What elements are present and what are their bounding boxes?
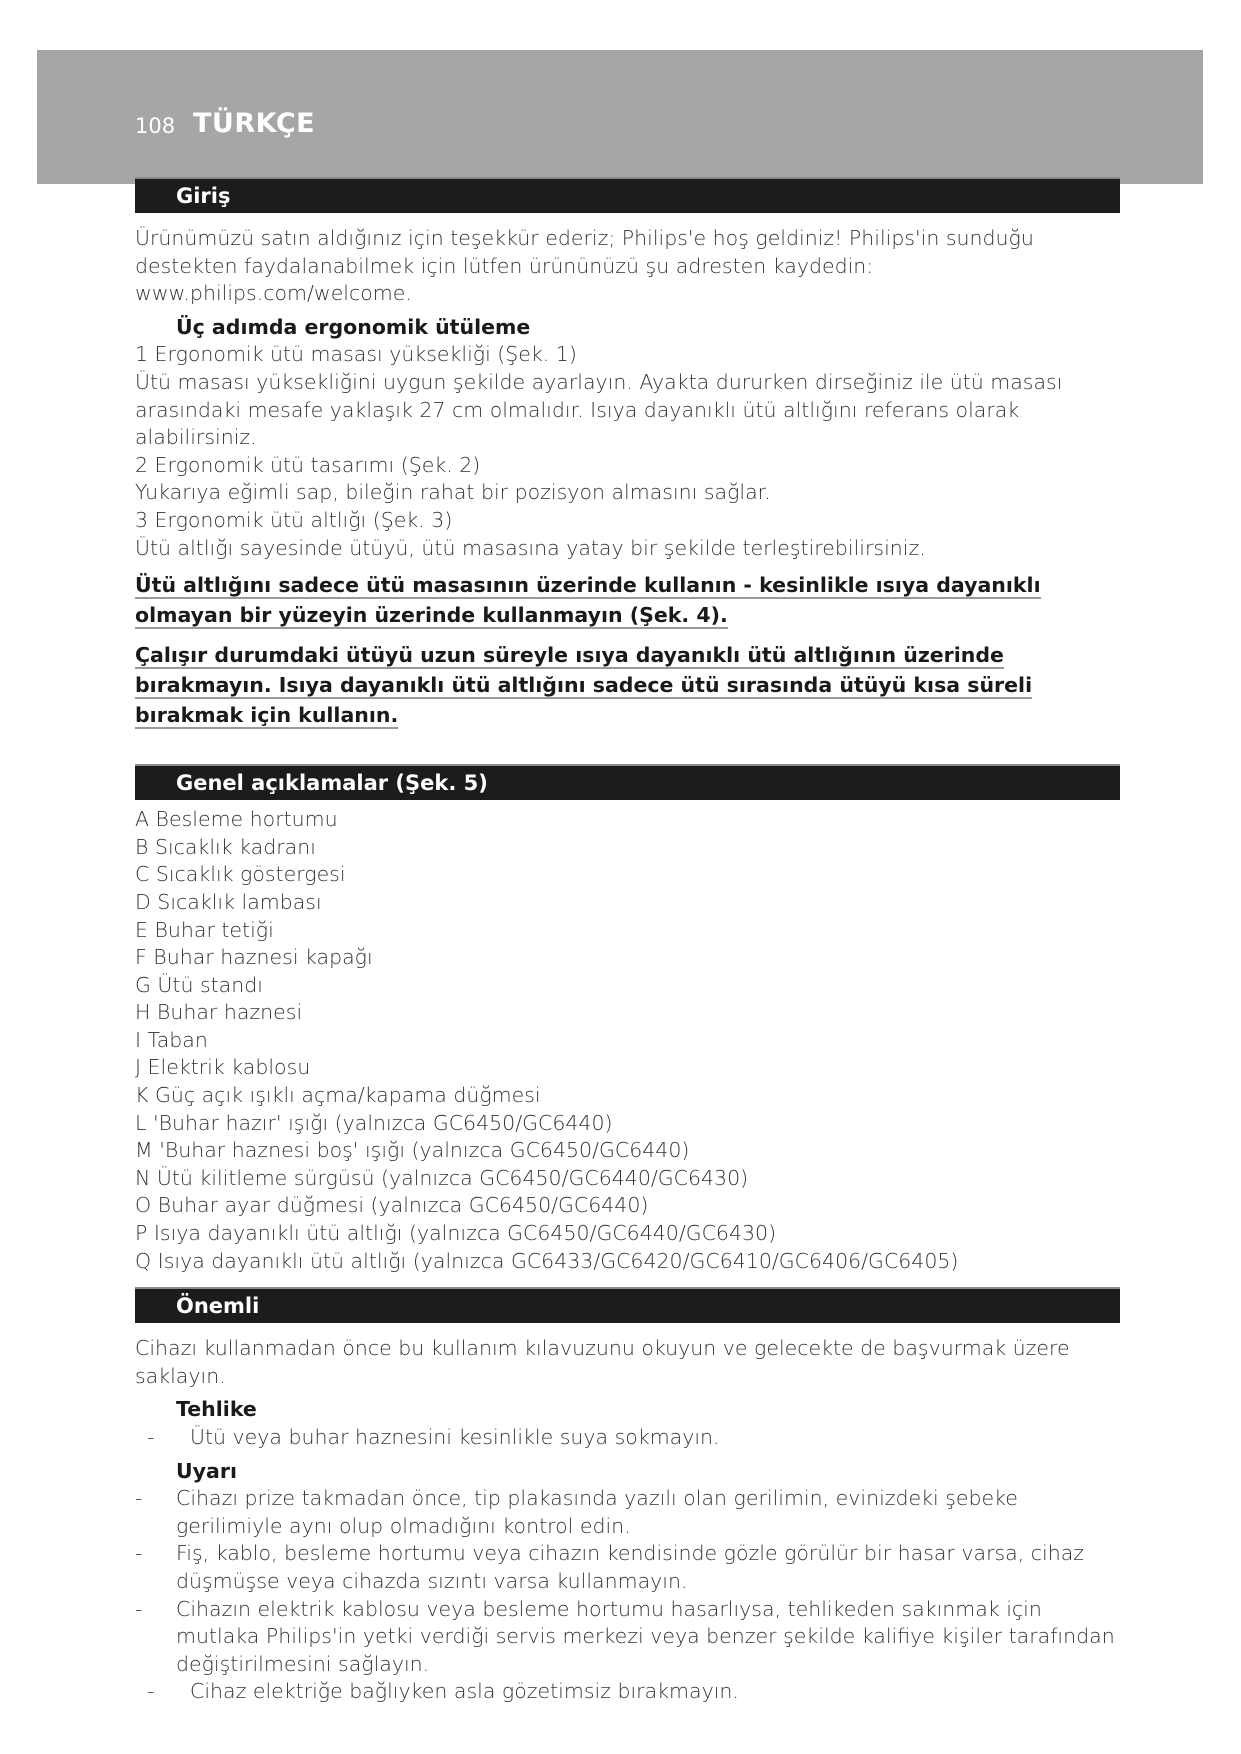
ergo-line: Yukarıya eğimli sap, bileğin rahat bir pozisyon almasını sağlar. — [135, 480, 771, 505]
parts-list — [135, 806, 1120, 1275]
warning-paragraph-1: Ütü altlığını sadece ütü masasının üzerinde kullanın - kesinlikle ısıya dayanıklı olmayan bir yüzeyin üzerinde kullanmayın (Şek. 4). — [135, 573, 1041, 628]
language-title: TÜRKÇE — [193, 108, 316, 139]
parts-list-item: J Elektrik kablosu — [135, 1055, 311, 1080]
parts-list-item: Q Isıya dayanıklı ütü altlığı (yalnızca GC6433/GC6420/GC6410/GC6406/GC6405) — [135, 1248, 959, 1273]
parts-list-item: G Ütü standı — [135, 972, 263, 997]
warning-heading: Uyarı — [176, 1458, 237, 1483]
section-heading-intro: Giriş — [135, 177, 1120, 213]
parts-list-item: L 'Buhar hazır' ışığı (yalnızca GC6450/GC6440) — [135, 1110, 613, 1135]
parts-list-item: E Buhar tetiği — [135, 917, 274, 942]
ergo-line: 3 Ergonomik ütü altlığı (Şek. 3) — [135, 507, 453, 532]
parts-list-item: O Buhar ayar düğmesi (yalnızca GC6450/GC6440) — [135, 1193, 649, 1218]
parts-list-item: P Isıya dayanıklı ütü altlığı (yalnızca GC6450/GC6440/GC6430) — [135, 1221, 777, 1246]
page-header — [37, 50, 1203, 184]
ergo-line: Ütü masası yüksekliğini uygun şekilde ayarlayın. Ayakta dururken dirseğiniz ile ütü masası arasındaki mesafe yaklaşık 27 cm olmalıdır. Isıya dayanıklı ütü altlığını referans olarak alabilirsiniz. — [135, 369, 1063, 450]
parts-list-item: K Güç açık ışıklı açma/kapama düğmesi — [135, 1083, 541, 1108]
intro-text: Ürünümüzü satın aldığınız için teşekkür ederiz; Philips'e hoş geldiniz! Philips'in sunduğu destekten faydalanabilmek için lütfen ürününüzü şu adresten kaydedin: www.philips.com/welcome. — [135, 226, 1034, 306]
parts-list-item: H Buhar haznesi — [135, 1000, 303, 1025]
parts-list-item: D Sıcaklık lambası — [135, 889, 322, 914]
warning-item: - Cihaz elektriğe bağlıyken asla gözetimsiz bırakmayın. — [147, 1679, 739, 1704]
parts-list-item: F Buhar haznesi kapağı — [135, 945, 373, 970]
ergo-line: 2 Ergonomik ütü tasarımı (Şek. 2) — [135, 452, 481, 477]
warning-item: - Fiş, kablo, besleme hortumu veya cihazın kendisinde gözle görülür bir hasar varsa, cihaz düşmüşse veya cihazda sızıntı varsa kullanmayın. — [135, 1541, 1085, 1593]
page-number: 108 — [135, 114, 176, 138]
parts-list-item: A Besleme hortumu — [135, 807, 338, 832]
ergo-line: Ütü altlığı sayesinde ütüyü, ütü masasına yatay bir şekilde terleştirebilirsiniz. — [135, 535, 926, 560]
ergo-line: 1 Ergonomik ütü masası yüksekliği (Şek. 1) — [135, 342, 577, 367]
ergonomic-heading: Üç adımda ergonomik ütüleme — [176, 314, 531, 339]
danger-heading: Tehlike — [176, 1397, 257, 1422]
important-intro: Cihazı kullanmadan önce bu kullanım kılavuzunu okuyun ve gelecekte de başvurmak üzere saklayın. — [135, 1336, 1070, 1388]
parts-list-item: N Ütü kilitleme sürgüsü (yalnızca GC6450/GC6440/GC6430) — [135, 1165, 749, 1190]
section-heading-important: Önemli — [135, 1287, 1120, 1323]
warning-item: - Cihazı prize takmadan önce, tip plakasında yazılı olan gerilimin, evinizdeki şebeke gerilimiyle aynı olup olmadığını kontrol edin. — [135, 1486, 1018, 1538]
section-heading-general: Genel açıklamalar (Şek. 5) — [135, 764, 1120, 800]
parts-list-item: B Sıcaklık kadranı — [135, 834, 316, 859]
danger-item: - Ütü veya buhar haznesini kesinlikle suya sokmayın. — [147, 1425, 720, 1449]
page-content — [135, 177, 1120, 1706]
parts-list-item: M 'Buhar haznesi boş' ışığı (yalnızca GC6450/GC6440) — [135, 1138, 690, 1163]
warning-item: - Cihazın elektrik kablosu veya besleme hortumu hasarlıysa, tehlikeden sakınmak için mutlaka Philips'in yetki verdiği servis merkezi veya benzer şekilde kalifiye kişiler tarafından değiştirilmesini sağlayın. — [135, 1596, 1115, 1676]
warning-paragraph-2: Çalışır durumdaki ütüyü uzun süreyle ısıya dayanıklı ütü altlığının üzerinde bırakmayın. Isıya dayanıklı ütü altlığını sadece ütü sırasında ütüyü kısa süreli bırakmak için kullanın. — [135, 643, 1033, 728]
parts-list-item: I Taban — [135, 1027, 208, 1052]
parts-list-item: C Sıcaklık göstergesi — [135, 862, 346, 887]
